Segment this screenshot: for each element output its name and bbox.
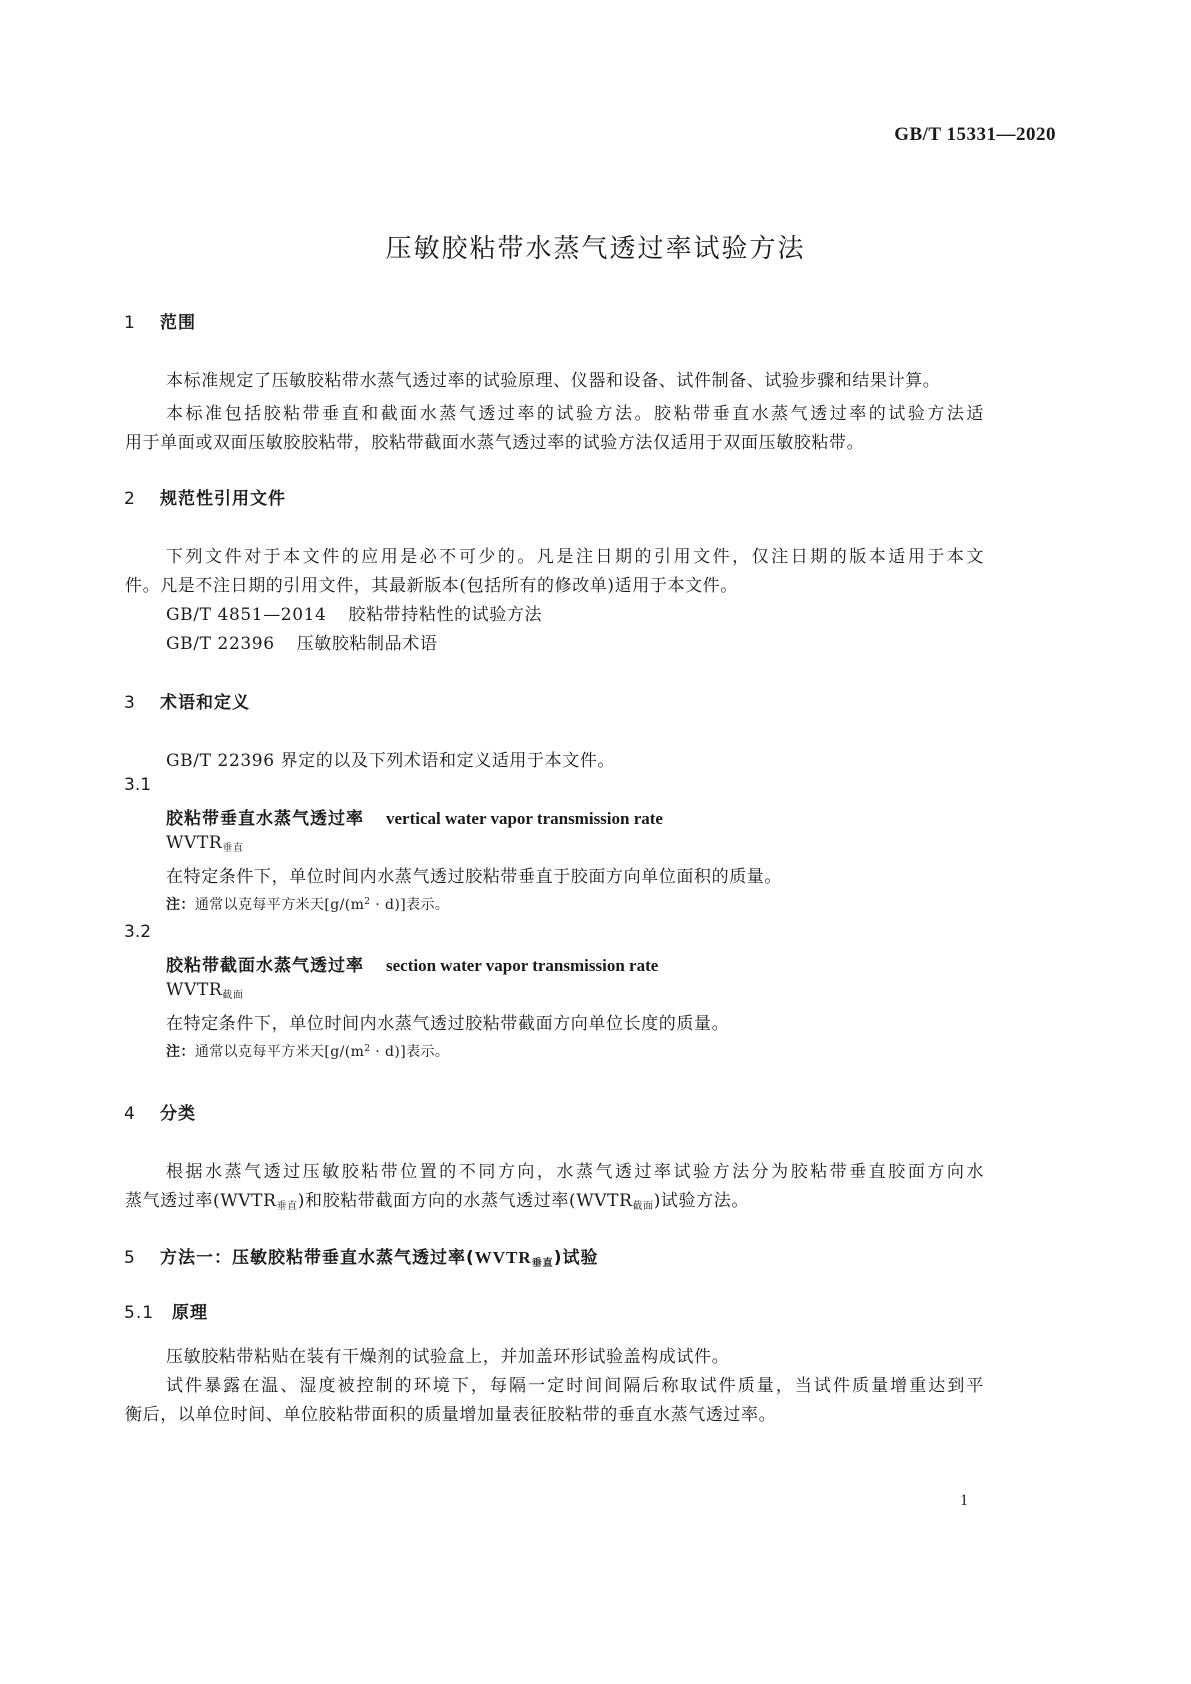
term-definition: 在特定条件下，单位时间内水蒸气透过胶粘带截面方向单位长度的质量。	[166, 1014, 730, 1034]
abbr-subscript: 截面	[222, 990, 244, 1001]
subsection-number: 3.1	[124, 775, 152, 795]
reference-name: 压敏胶粘制品术语	[296, 634, 438, 654]
paragraph: 件。凡是不注日期的引用文件，其最新版本(包括所有的修改单)适用于本文件。	[125, 576, 738, 596]
reference-item	[166, 629, 437, 654]
paragraph: 本标准规定了压敏胶粘带水蒸气透过率的试验原理、仪器和设备、试件制备、试验步骤和结果计算。	[166, 371, 941, 391]
section-number: 4	[124, 1104, 136, 1124]
note	[166, 1041, 449, 1061]
paragraph	[125, 1186, 749, 1212]
section-3-heading	[124, 688, 250, 713]
subsection-5-1-heading	[124, 1298, 208, 1323]
reference-name: 胶粘带持粘性的试验方法	[348, 605, 543, 625]
note	[166, 894, 449, 914]
note-text: 通常以克每平方米天[g/(m	[194, 1044, 365, 1060]
section-number: 1	[124, 313, 136, 333]
term-chinese: 胶粘带垂直水蒸气透过率	[166, 809, 364, 829]
note-superscript: 2	[364, 897, 371, 907]
note-text: · d)]表示。	[370, 1044, 450, 1060]
paragraph: 根据水蒸气透过压敏胶粘带位置的不同方向，水蒸气透过率试验方法分为胶粘带垂直胶面方向水	[166, 1162, 984, 1182]
abbr-text: WVTR	[166, 980, 223, 1000]
paragraph: 下列文件对于本文件的应用是必不可少的。凡是注日期的引用文件，仅注日期的版本适用于本文	[166, 547, 984, 567]
term-heading	[166, 804, 663, 829]
note-text: · d)]表示。	[370, 897, 450, 913]
text-run: )试验方法。	[653, 1191, 749, 1211]
section-title-subscript: 垂直	[531, 1258, 554, 1269]
subsection-number: 5.1	[124, 1303, 155, 1323]
section-number: 3	[124, 693, 136, 713]
paragraph: 衡后，以单位时间、单位胶粘带面积的质量增加量表征胶粘带的垂直水蒸气透过率。	[125, 1405, 777, 1425]
section-1-heading	[124, 308, 196, 333]
subsection-title: 原理	[172, 1303, 208, 1323]
term-chinese: 胶粘带截面水蒸气透过率	[166, 956, 364, 976]
subscript: 截面	[632, 1201, 654, 1212]
section-title: 范围	[160, 313, 196, 333]
term-abbreviation	[166, 980, 244, 1001]
note-text: 通常以克每平方米天[g/(m	[194, 897, 365, 913]
section-title: )试验	[553, 1248, 599, 1268]
reference-code: GB/T 22396	[166, 634, 275, 654]
note-superscript: 2	[364, 1044, 371, 1054]
paragraph: 用于单面或双面压敏胶胶粘带，胶粘带截面水蒸气透过率的试验方法仅适用于双面压敏胶粘带。	[125, 433, 865, 453]
paragraph: GB/T 22396 界定的以及下列术语和定义适用于本文件。	[166, 751, 616, 771]
note-label: 注：	[166, 1044, 195, 1060]
page-number: 1	[960, 1492, 968, 1509]
term-heading	[166, 951, 658, 976]
subscript: 垂直	[276, 1201, 298, 1212]
section-title: 分类	[160, 1104, 196, 1124]
term-english: vertical water vapor transmission rate	[386, 809, 663, 828]
text-run: )和胶粘带截面方向的水蒸气透过率(WVTR	[297, 1191, 633, 1211]
document-title: 压敏胶粘带水蒸气透过率试验方法	[385, 234, 806, 264]
section-title-abbr: WVTR	[474, 1248, 532, 1267]
reference-item	[166, 600, 542, 625]
section-title: 方法一：压敏胶粘带垂直水蒸气透过率(	[160, 1248, 475, 1268]
term-definition: 在特定条件下，单位时间内水蒸气透过胶粘带垂直于胶面方向单位面积的质量。	[166, 867, 782, 887]
section-number: 5	[124, 1248, 136, 1268]
section-4-heading	[124, 1099, 196, 1124]
term-english: section water vapor transmission rate	[386, 956, 659, 975]
section-title: 术语和定义	[160, 693, 250, 713]
text-run: 蒸气透过率(WVTR	[125, 1191, 277, 1211]
paragraph: 本标准包括胶粘带垂直和截面水蒸气透过率的试验方法。胶粘带垂直水蒸气透过率的试验方法适	[166, 404, 984, 424]
abbr-subscript: 垂直	[222, 843, 244, 854]
reference-code: GB/T 4851—2014	[166, 605, 327, 625]
abbr-text: WVTR	[166, 833, 223, 853]
section-title: 规范性引用文件	[160, 489, 286, 509]
section-number: 2	[124, 489, 136, 509]
section-5-heading	[124, 1243, 598, 1269]
note-label: 注：	[166, 897, 195, 913]
paragraph: 压敏胶粘带粘贴在装有干燥剂的试验盒上，并加盖环形试验盖构成试件。	[166, 1347, 730, 1367]
section-2-heading	[124, 484, 286, 509]
subsection-number: 3.2	[124, 922, 152, 942]
term-abbreviation	[166, 833, 244, 854]
standard-code: GB/T 15331—2020	[894, 124, 1056, 145]
paragraph: 试件暴露在温、湿度被控制的环境下，每隔一定时间间隔后称取试件质量，当试件质量增重达到平	[166, 1376, 984, 1396]
